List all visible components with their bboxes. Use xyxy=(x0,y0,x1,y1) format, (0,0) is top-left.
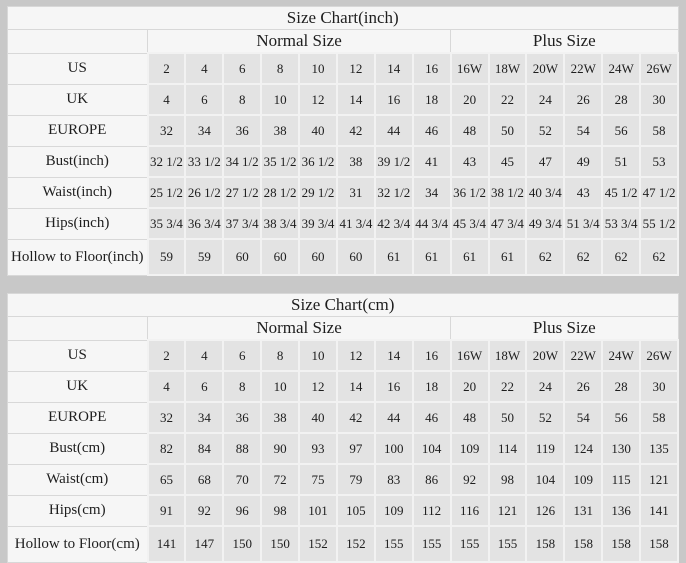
size-value-cell: 34 xyxy=(413,177,451,208)
size-table-body xyxy=(8,53,679,275)
size-value-cell: 56 xyxy=(602,115,640,146)
size-value-cell: 65 xyxy=(148,464,186,495)
size-value-cell: 39 3/4 xyxy=(299,208,337,239)
size-value-cell: 158 xyxy=(640,526,678,562)
normal-size-header: Normal Size xyxy=(148,30,451,54)
size-value-cell: 20 xyxy=(451,371,489,402)
size-value-cell: 44 xyxy=(375,402,413,433)
size-value-cell: 38 xyxy=(261,115,299,146)
size-value-cell: 31 xyxy=(337,177,375,208)
size-value-cell: 38 3/4 xyxy=(261,208,299,239)
corner-cell xyxy=(8,317,148,341)
size-value-cell: 60 xyxy=(299,239,337,275)
table-row xyxy=(8,495,679,526)
size-value-cell: 109 xyxy=(564,464,602,495)
group-header-row xyxy=(8,30,679,54)
size-value-cell: 12 xyxy=(299,84,337,115)
row-label: Waist(inch) xyxy=(8,177,148,208)
size-value-cell: 62 xyxy=(602,239,640,275)
size-value-cell: 30 xyxy=(640,371,678,402)
size-value-cell: 135 xyxy=(640,433,678,464)
size-value-cell: 59 xyxy=(148,239,186,275)
plus-size-header: Plus Size xyxy=(451,30,678,54)
size-value-cell: 121 xyxy=(489,495,527,526)
size-value-cell: 36 xyxy=(223,115,261,146)
size-value-cell: 22W xyxy=(564,53,602,84)
size-value-cell: 32 xyxy=(148,115,186,146)
size-value-cell: 59 xyxy=(185,239,223,275)
row-label: UK xyxy=(8,84,148,115)
size-value-cell: 131 xyxy=(564,495,602,526)
size-value-cell: 51 3/4 xyxy=(564,208,602,239)
size-value-cell: 42 xyxy=(337,402,375,433)
size-value-cell: 45 3/4 xyxy=(451,208,489,239)
size-value-cell: 62 xyxy=(640,239,678,275)
size-value-cell: 53 3/4 xyxy=(602,208,640,239)
size-value-cell: 29 1/2 xyxy=(299,177,337,208)
size-value-cell: 91 xyxy=(148,495,186,526)
size-value-cell: 60 xyxy=(223,239,261,275)
size-value-cell: 98 xyxy=(489,464,527,495)
size-value-cell: 62 xyxy=(526,239,564,275)
size-value-cell: 38 xyxy=(261,402,299,433)
row-label: UK xyxy=(8,371,148,402)
size-value-cell: 50 xyxy=(489,115,527,146)
size-value-cell: 97 xyxy=(337,433,375,464)
size-value-cell: 38 xyxy=(337,146,375,177)
size-value-cell: 155 xyxy=(375,526,413,562)
size-value-cell: 155 xyxy=(451,526,489,562)
size-value-cell: 36 1/2 xyxy=(451,177,489,208)
group-header-row xyxy=(8,317,679,341)
size-value-cell: 6 xyxy=(223,340,261,371)
row-label: Bust(cm) xyxy=(8,433,148,464)
size-value-cell: 26W xyxy=(640,340,678,371)
size-value-cell: 104 xyxy=(526,464,564,495)
size-value-cell: 47 xyxy=(526,146,564,177)
size-value-cell: 60 xyxy=(261,239,299,275)
size-value-cell: 18 xyxy=(413,371,451,402)
size-value-cell: 32 xyxy=(148,402,186,433)
size-value-cell: 52 xyxy=(526,402,564,433)
size-value-cell: 48 xyxy=(451,115,489,146)
size-value-cell: 43 xyxy=(564,177,602,208)
size-value-cell: 40 xyxy=(299,402,337,433)
size-chart-inch-table xyxy=(7,6,679,276)
size-value-cell: 10 xyxy=(299,340,337,371)
size-value-cell: 43 xyxy=(451,146,489,177)
size-value-cell: 35 3/4 xyxy=(148,208,186,239)
size-value-cell: 52 xyxy=(526,115,564,146)
size-value-cell: 18 xyxy=(413,84,451,115)
size-value-cell: 150 xyxy=(261,526,299,562)
size-value-cell: 16 xyxy=(375,371,413,402)
size-value-cell: 8 xyxy=(223,84,261,115)
size-value-cell: 8 xyxy=(223,371,261,402)
size-value-cell: 47 1/2 xyxy=(640,177,678,208)
normal-size-header: Normal Size xyxy=(148,317,451,341)
plus-size-header: Plus Size xyxy=(451,317,678,341)
size-value-cell: 22 xyxy=(489,84,527,115)
size-value-cell: 24 xyxy=(526,84,564,115)
size-value-cell: 33 1/2 xyxy=(185,146,223,177)
size-value-cell: 42 3/4 xyxy=(375,208,413,239)
size-value-cell: 121 xyxy=(640,464,678,495)
table-row xyxy=(8,526,679,562)
title-row xyxy=(8,7,679,30)
size-value-cell: 32 1/2 xyxy=(375,177,413,208)
size-value-cell: 12 xyxy=(299,371,337,402)
size-value-cell: 112 xyxy=(413,495,451,526)
size-value-cell: 147 xyxy=(185,526,223,562)
size-value-cell: 49 3/4 xyxy=(526,208,564,239)
size-value-cell: 155 xyxy=(413,526,451,562)
size-value-cell: 93 xyxy=(299,433,337,464)
size-value-cell: 55 1/2 xyxy=(640,208,678,239)
table-row xyxy=(8,340,679,371)
size-value-cell: 79 xyxy=(337,464,375,495)
size-value-cell: 24W xyxy=(602,53,640,84)
size-value-cell: 86 xyxy=(413,464,451,495)
size-value-cell: 14 xyxy=(337,371,375,402)
corner-cell xyxy=(8,30,148,54)
row-label: Waist(cm) xyxy=(8,464,148,495)
size-value-cell: 75 xyxy=(299,464,337,495)
size-value-cell: 22 xyxy=(489,371,527,402)
size-value-cell: 35 1/2 xyxy=(261,146,299,177)
size-value-cell: 28 xyxy=(602,84,640,115)
size-value-cell: 8 xyxy=(261,53,299,84)
size-value-cell: 109 xyxy=(451,433,489,464)
row-label: Hips(inch) xyxy=(8,208,148,239)
size-value-cell: 46 xyxy=(413,402,451,433)
table-title-inch: Size Chart(inch) xyxy=(8,7,679,30)
size-value-cell: 92 xyxy=(185,495,223,526)
size-value-cell: 126 xyxy=(526,495,564,526)
size-value-cell: 152 xyxy=(337,526,375,562)
size-value-cell: 155 xyxy=(489,526,527,562)
size-value-cell: 60 xyxy=(337,239,375,275)
size-value-cell: 12 xyxy=(337,53,375,84)
size-value-cell: 18W xyxy=(489,340,527,371)
size-value-cell: 105 xyxy=(337,495,375,526)
size-value-cell: 26 1/2 xyxy=(185,177,223,208)
size-value-cell: 27 1/2 xyxy=(223,177,261,208)
size-value-cell: 98 xyxy=(261,495,299,526)
size-value-cell: 119 xyxy=(526,433,564,464)
size-value-cell: 6 xyxy=(223,53,261,84)
size-value-cell: 30 xyxy=(640,84,678,115)
size-value-cell: 61 xyxy=(375,239,413,275)
size-value-cell: 4 xyxy=(185,53,223,84)
size-value-cell: 90 xyxy=(261,433,299,464)
size-value-cell: 2 xyxy=(148,53,186,84)
table-row xyxy=(8,146,679,177)
size-value-cell: 8 xyxy=(261,340,299,371)
size-value-cell: 34 xyxy=(185,402,223,433)
row-label: US xyxy=(8,340,148,371)
size-value-cell: 45 1/2 xyxy=(602,177,640,208)
row-label: Bust(inch) xyxy=(8,146,148,177)
size-value-cell: 22W xyxy=(564,340,602,371)
size-value-cell: 20W xyxy=(526,340,564,371)
size-value-cell: 4 xyxy=(148,84,186,115)
table-row xyxy=(8,239,679,275)
size-value-cell: 62 xyxy=(564,239,602,275)
size-value-cell: 70 xyxy=(223,464,261,495)
size-value-cell: 96 xyxy=(223,495,261,526)
size-value-cell: 16 xyxy=(375,84,413,115)
size-value-cell: 6 xyxy=(185,371,223,402)
size-value-cell: 116 xyxy=(451,495,489,526)
size-value-cell: 50 xyxy=(489,402,527,433)
size-value-cell: 26W xyxy=(640,53,678,84)
size-value-cell: 40 xyxy=(299,115,337,146)
size-value-cell: 82 xyxy=(148,433,186,464)
size-value-cell: 34 1/2 xyxy=(223,146,261,177)
size-value-cell: 44 xyxy=(375,115,413,146)
size-value-cell: 20W xyxy=(526,53,564,84)
size-value-cell: 109 xyxy=(375,495,413,526)
size-value-cell: 37 3/4 xyxy=(223,208,261,239)
size-value-cell: 20 xyxy=(451,84,489,115)
size-value-cell: 14 xyxy=(375,53,413,84)
size-value-cell: 18W xyxy=(489,53,527,84)
size-value-cell: 136 xyxy=(602,495,640,526)
size-value-cell: 12 xyxy=(337,340,375,371)
size-value-cell: 14 xyxy=(337,84,375,115)
size-value-cell: 47 3/4 xyxy=(489,208,527,239)
size-value-cell: 48 xyxy=(451,402,489,433)
size-value-cell: 28 xyxy=(602,371,640,402)
size-chart-cm-table xyxy=(7,293,679,563)
size-value-cell: 54 xyxy=(564,115,602,146)
size-value-cell: 14 xyxy=(375,340,413,371)
size-value-cell: 36 3/4 xyxy=(185,208,223,239)
size-value-cell: 16W xyxy=(451,53,489,84)
size-table-body xyxy=(8,340,679,562)
size-value-cell: 32 1/2 xyxy=(148,146,186,177)
size-value-cell: 2 xyxy=(148,340,186,371)
size-value-cell: 49 xyxy=(564,146,602,177)
size-value-cell: 56 xyxy=(602,402,640,433)
table-row xyxy=(8,177,679,208)
size-value-cell: 10 xyxy=(299,53,337,84)
size-value-cell: 158 xyxy=(602,526,640,562)
table-row xyxy=(8,402,679,433)
size-value-cell: 58 xyxy=(640,402,678,433)
size-value-cell: 36 xyxy=(223,402,261,433)
size-value-cell: 72 xyxy=(261,464,299,495)
size-value-cell: 100 xyxy=(375,433,413,464)
size-value-cell: 150 xyxy=(223,526,261,562)
row-label: Hollow to Floor(inch) xyxy=(8,239,148,275)
size-value-cell: 58 xyxy=(640,115,678,146)
table-row xyxy=(8,84,679,115)
size-value-cell: 41 xyxy=(413,146,451,177)
size-value-cell: 115 xyxy=(602,464,640,495)
size-value-cell: 40 3/4 xyxy=(526,177,564,208)
table-title-cm: Size Chart(cm) xyxy=(8,294,679,317)
row-label: Hollow to Floor(cm) xyxy=(8,526,148,562)
size-value-cell: 45 xyxy=(489,146,527,177)
table-row xyxy=(8,53,679,84)
size-value-cell: 141 xyxy=(148,526,186,562)
size-value-cell: 68 xyxy=(185,464,223,495)
size-value-cell: 114 xyxy=(489,433,527,464)
size-value-cell: 54 xyxy=(564,402,602,433)
size-value-cell: 4 xyxy=(148,371,186,402)
title-row xyxy=(8,294,679,317)
size-value-cell: 34 xyxy=(185,115,223,146)
row-label: EUROPE xyxy=(8,115,148,146)
size-value-cell: 124 xyxy=(564,433,602,464)
size-value-cell: 53 xyxy=(640,146,678,177)
size-value-cell: 44 3/4 xyxy=(413,208,451,239)
size-value-cell: 10 xyxy=(261,371,299,402)
size-value-cell: 61 xyxy=(413,239,451,275)
size-value-cell: 24W xyxy=(602,340,640,371)
size-value-cell: 26 xyxy=(564,84,602,115)
size-value-cell: 158 xyxy=(526,526,564,562)
table-row xyxy=(8,208,679,239)
size-value-cell: 61 xyxy=(451,239,489,275)
row-label: Hips(cm) xyxy=(8,495,148,526)
size-value-cell: 16 xyxy=(413,340,451,371)
size-value-cell: 41 3/4 xyxy=(337,208,375,239)
size-value-cell: 6 xyxy=(185,84,223,115)
size-value-cell: 84 xyxy=(185,433,223,464)
row-label: US xyxy=(8,53,148,84)
size-value-cell: 26 xyxy=(564,371,602,402)
size-value-cell: 101 xyxy=(299,495,337,526)
size-value-cell: 25 1/2 xyxy=(148,177,186,208)
size-value-cell: 42 xyxy=(337,115,375,146)
size-value-cell: 46 xyxy=(413,115,451,146)
size-value-cell: 61 xyxy=(489,239,527,275)
size-value-cell: 88 xyxy=(223,433,261,464)
size-value-cell: 39 1/2 xyxy=(375,146,413,177)
size-value-cell: 4 xyxy=(185,340,223,371)
size-value-cell: 152 xyxy=(299,526,337,562)
table-row xyxy=(8,433,679,464)
size-value-cell: 16W xyxy=(451,340,489,371)
table-row xyxy=(8,371,679,402)
size-value-cell: 24 xyxy=(526,371,564,402)
size-value-cell: 130 xyxy=(602,433,640,464)
size-value-cell: 51 xyxy=(602,146,640,177)
size-value-cell: 104 xyxy=(413,433,451,464)
size-value-cell: 28 1/2 xyxy=(261,177,299,208)
row-label: EUROPE xyxy=(8,402,148,433)
table-row xyxy=(8,464,679,495)
size-value-cell: 36 1/2 xyxy=(299,146,337,177)
size-value-cell: 16 xyxy=(413,53,451,84)
size-value-cell: 141 xyxy=(640,495,678,526)
table-row xyxy=(8,115,679,146)
size-value-cell: 38 1/2 xyxy=(489,177,527,208)
size-value-cell: 10 xyxy=(261,84,299,115)
size-value-cell: 83 xyxy=(375,464,413,495)
size-value-cell: 92 xyxy=(451,464,489,495)
size-value-cell: 158 xyxy=(564,526,602,562)
